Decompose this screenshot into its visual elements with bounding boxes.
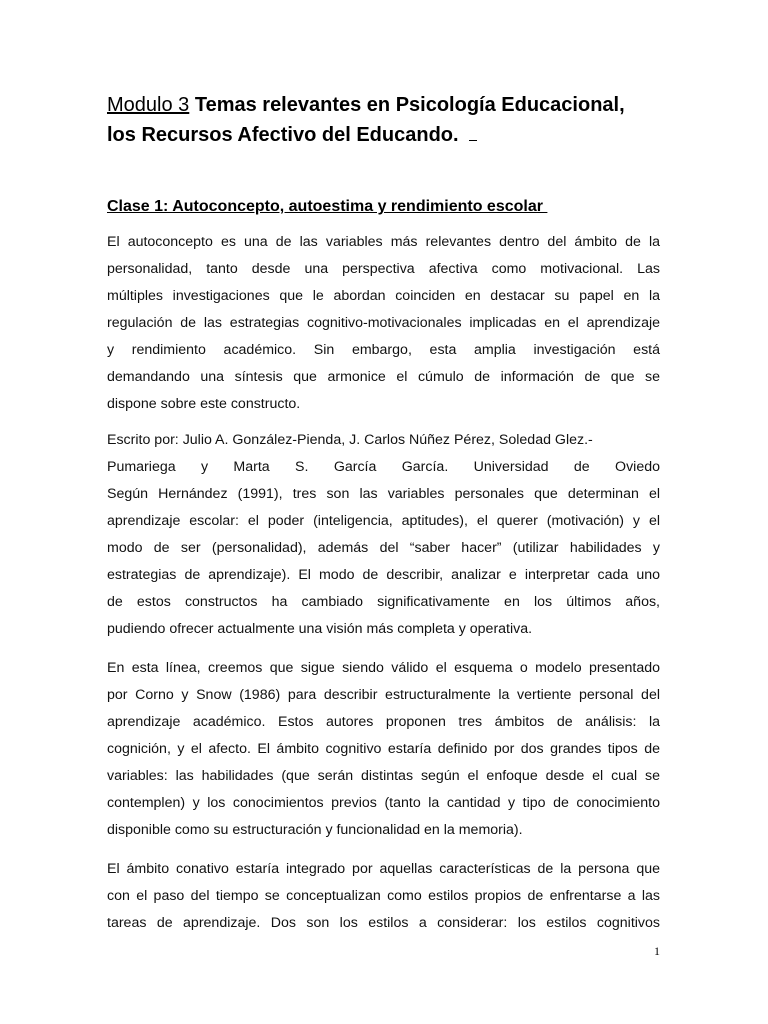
paragraph-line: Escrito por: Julio A. González-Pienda, J. Carlos Núñez Pérez, Soledad Glez.- xyxy=(107,432,593,448)
paragraph-line: aprendizaje escolar: el poder (inteligencia, aptitudes), el querer (motivación) y el xyxy=(107,513,660,529)
paragraph-line: En esta línea, creemos que sigue siendo válido el esquema o modelo presentado xyxy=(107,660,660,676)
paragraph-line: estrategias de aprendizaje). El modo de describir, analizar e interpretar cada uno xyxy=(107,567,660,583)
title-line-2: los Recursos Afectivo del Educando. xyxy=(107,124,459,146)
paragraph-4 xyxy=(107,856,660,937)
paragraph-line: cognición, y el afecto. El ámbito cognitivo estaría definido por dos grandes tipos de xyxy=(107,741,660,757)
paragraph-line: dispone sobre este constructo. xyxy=(107,396,301,412)
title-line-1-rest: Temas relevantes en Psicología Educacional, xyxy=(189,94,625,116)
paragraph-line: Según Hernández (1991), tres son las variables personales que determinan el xyxy=(107,486,660,502)
paragraph-line: por Corno y Snow (1986) para describir estructuralmente la vertiente personal del xyxy=(107,687,660,703)
paragraph-line: aprendizaje académico. Estos autores proponen tres ámbitos de análisis: la xyxy=(107,714,660,730)
paragraph-line: de estos constructos ha cambiado significativamente en los últimos años, xyxy=(107,594,660,610)
paragraph-line: disponible como su estructuración y funcionalidad en la memoria). xyxy=(107,822,523,838)
paragraph-line: pudiendo ofrecer actualmente una visión más completa y operativa. xyxy=(107,621,533,637)
paragraph-line: personalidad, tanto desde una perspectiva afectiva como motivacional. Las xyxy=(107,261,660,277)
document-title xyxy=(107,90,667,150)
paragraph-line: Pumariega y Marta S. García García. Universidad de Oviedo xyxy=(107,459,660,475)
module-label: Modulo 3 xyxy=(107,94,190,116)
paragraph-1 xyxy=(107,229,660,418)
paragraph-line: variables: las habilidades (que serán distintas según el enfoque desde el cual se xyxy=(107,768,660,784)
paragraph-line: y rendimiento académico. Sin embargo, esta amplia investigación está xyxy=(107,342,660,358)
title-trailing-underline xyxy=(469,122,477,141)
page-number: 1 xyxy=(654,944,660,958)
section-heading: Clase 1: Autoconcepto, autoestima y rendimiento escolar xyxy=(107,198,548,215)
paragraph-line: El autoconcepto es una de las variables más relevantes dentro del ámbito de la xyxy=(107,234,660,250)
paragraph-line: El ámbito conativo estaría integrado por aquellas características de la persona que xyxy=(107,861,660,877)
paragraph-line: contemplen) y los conocimientos previos (tanto la cantidad y tipo de conocimiento xyxy=(107,795,660,811)
paragraph-line: regulación de las estrategias cognitivo-motivacionales implicadas en el aprendizaje xyxy=(107,315,660,331)
paragraph-line: demandando una síntesis que armonice el cúmulo de información de que se xyxy=(107,369,660,385)
paragraph-line: múltiples investigaciones que le abordan coinciden en destacar su papel en la xyxy=(107,288,660,304)
paragraph-line: modo de ser (personalidad), además del “saber hacer” (utilizar habilidades y xyxy=(107,540,660,556)
paragraph-line: tareas de aprendizaje. Dos son los estilos a considerar: los estilos cognitivos xyxy=(107,915,660,931)
paragraph-2 xyxy=(107,427,660,643)
paragraph-3 xyxy=(107,655,660,844)
paragraph-line: con el paso del tiempo se conceptualizan como estilos propios de enfrentarse a las xyxy=(107,888,660,904)
